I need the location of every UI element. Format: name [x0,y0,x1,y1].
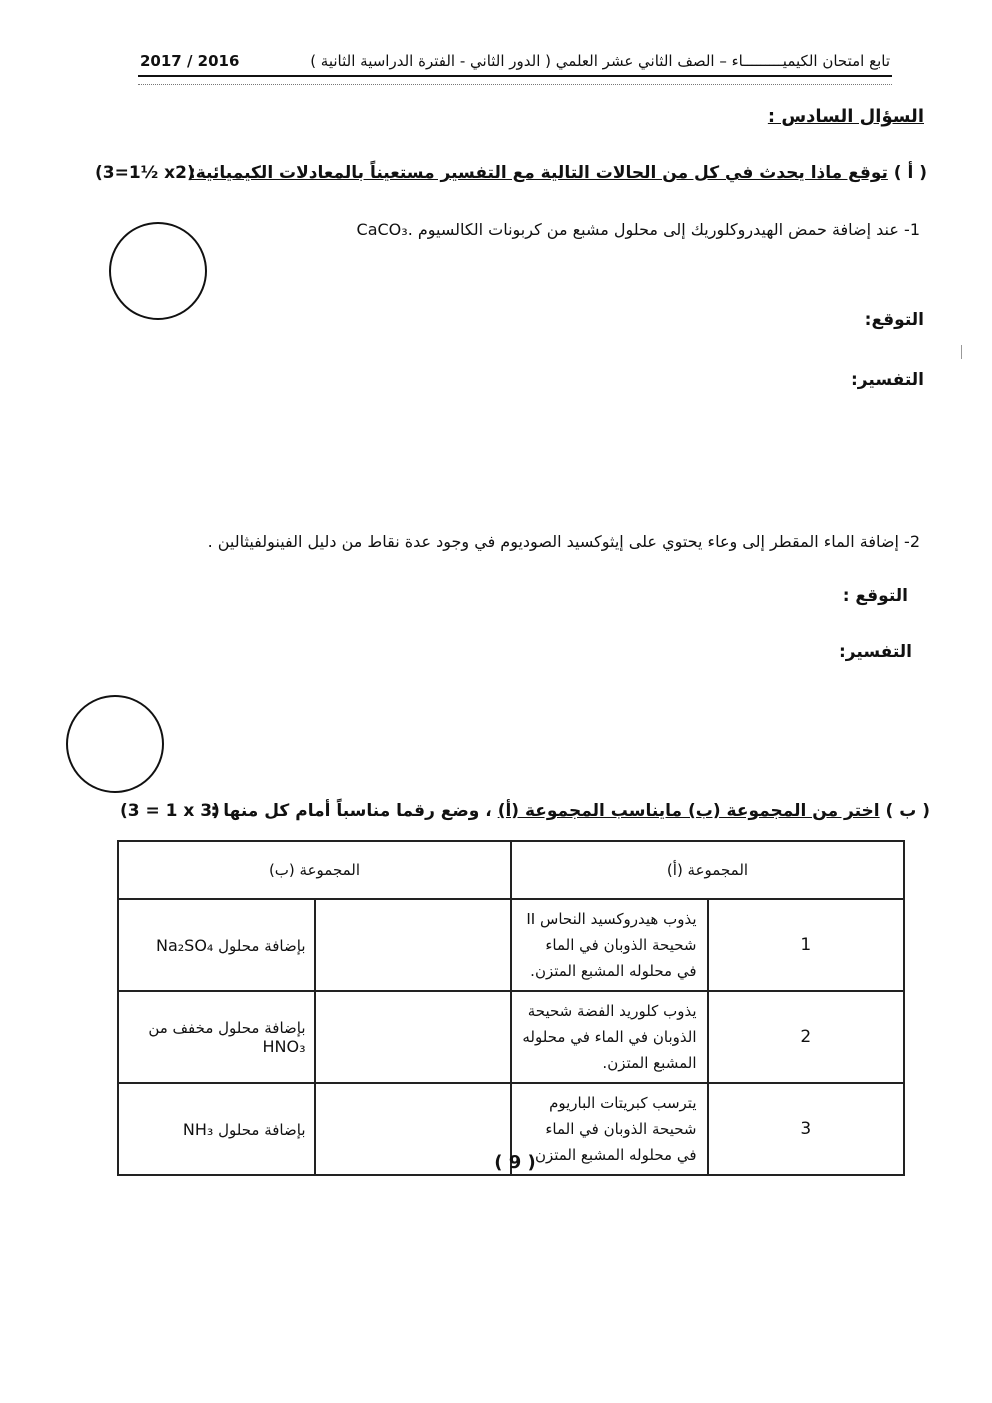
group-b-cell [118,991,315,1083]
group-b-formula: Na₂SO₄ [155,935,214,955]
item-1-prediction-label: التوقع: [864,310,924,330]
header-year: 2017 / 2016 [140,52,240,70]
row-number: 2 [708,991,905,1083]
part-b-heading [120,798,930,826]
group-a-cell: يذوب هيدروكسيد النحاس II شحيحة الذوبان في الماء في محلوله المشبع المتزن. [511,899,708,991]
table-header-group-b: المجموعة (ب) [118,841,511,899]
part-b-instruction-line [211,798,930,824]
header-divider [138,75,892,77]
row-number: 3 [708,1083,905,1175]
item-2-number: 2- [904,532,920,551]
part-b-marks: (3 = 1 x 3) [120,801,220,821]
item-1-number: 1- [904,220,920,239]
part-a-label: ( أ ) [893,163,927,183]
group-b-formula: NH₃ [182,1119,214,1139]
table-row [118,991,904,1083]
table-header-row [118,841,904,899]
answer-cell[interactable] [315,1083,512,1175]
table-header-group-a: المجموعة (أ) [511,841,904,899]
question-title: السؤال السادس : [767,106,924,127]
group-b-text: بإضافة محلول مخفف من [148,1018,306,1037]
group-a-cell: يذوب كلوريد الفضة شحيحة الذوبان في الماء في محلوله المشبع المتزن. [511,991,708,1083]
table-row [118,899,904,991]
item-1-formula: CaCO₃. [356,220,413,239]
group-a-cell: يترسب كبريتات الباريوم شحيحة الذوبان في الماء في محلوله المشبع المتزن. [511,1083,708,1175]
group-b-formula: HNO₃ [262,1036,306,1056]
part-b-instruction-underlined: اختر من المجموعة (ب) مايناسب المجموعة (أ) [497,801,880,821]
part-a-instruction: توقع ماذا يحدث في كل من الحالات التالية مع التفسير مستعيناً بالمعادلات الكيميائية: [188,163,888,183]
part-b-label: ( ب ) [885,801,930,821]
row-number: 1 [708,899,905,991]
header-title: تابع امتحان الكيميـــــــــاء – الصف الثاني عشر العلمي ( الدور الثاني - الفترة الدراسية الثانية ) [310,52,890,70]
item-1 [357,218,920,242]
page-header [140,50,890,74]
grade-circle [66,695,164,793]
matching-table [117,840,905,1176]
part-b-instruction-rest: ، وضع رقما مناسباً أمام كل منها : [210,801,492,821]
group-b-text: بإضافة محلول [218,1120,306,1139]
item-2 [208,530,920,554]
group-b-cell [118,1083,315,1175]
answer-cell[interactable] [315,899,512,991]
item-1-explanation-label: التفسير: [851,370,924,390]
margin-mark [961,345,962,359]
group-b-text: بإضافة محلول [218,936,306,955]
group-b-cell [118,899,315,991]
answer-cell[interactable] [315,991,512,1083]
item-1-text: عند إضافة حمض الهيدروكلوريك إلى محلول مشبع من كربونات الكالسيوم [417,220,899,239]
part-a-marks: (3=1½ x2) [95,163,195,183]
item-2-prediction-label: التوقع : [842,586,908,606]
item-2-explanation-label: التفسير: [839,642,912,662]
page-number: ( 9 ) [494,1152,536,1173]
grade-circle [109,222,207,320]
item-2-text: إضافة الماء المقطر إلى وعاء يحتوي على إيثوكسيد الصوديوم في وجود عدة نقاط من دليل الفينولفيثالين . [207,532,899,551]
part-a-heading [95,160,927,186]
part-a-instruction-line [189,160,927,186]
header-dotted-divider [138,84,892,85]
